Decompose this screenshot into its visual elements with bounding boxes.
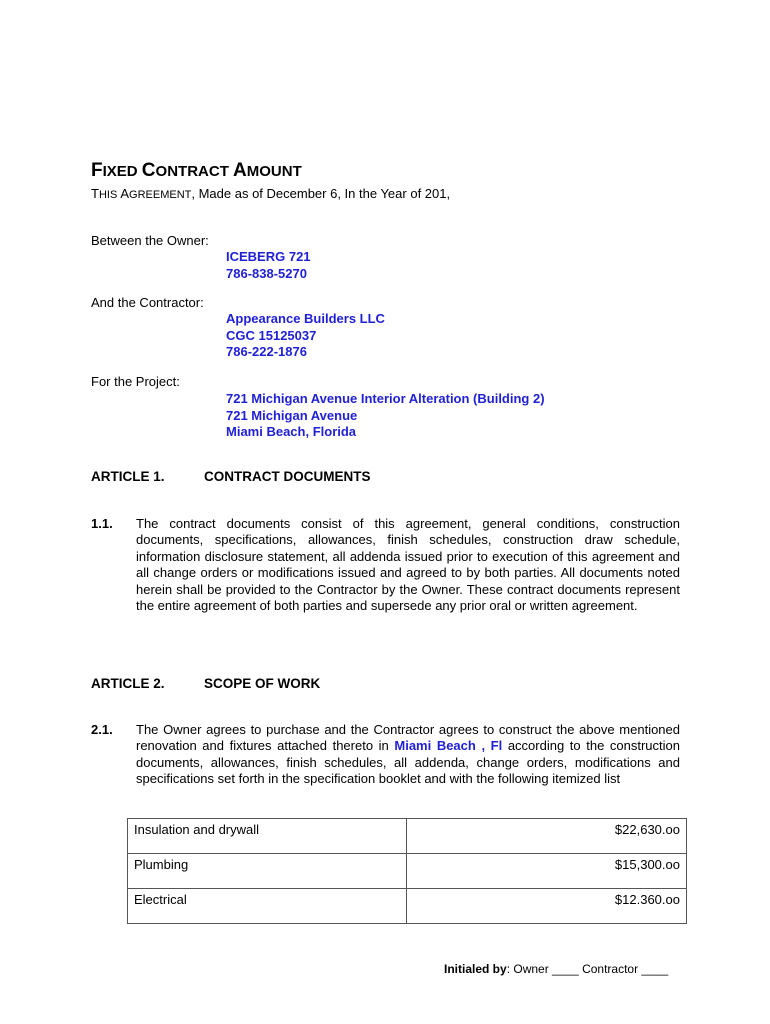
- article-1-heading: [91, 469, 371, 484]
- project-block: [226, 391, 545, 441]
- item-name: Plumbing: [128, 854, 407, 889]
- article-1-number: ARTICLE 1.: [91, 469, 165, 484]
- intro-part: GREEMENT: [129, 189, 192, 201]
- title-part: ONTRACT: [155, 163, 234, 180]
- item-amount: $15,300.oo: [407, 854, 687, 889]
- table-row: [128, 889, 687, 924]
- project-location: Miami Beach , Fl: [394, 738, 503, 754]
- initialed-by-label: Initialed by: [444, 962, 507, 976]
- title-part: MOUNT: [246, 163, 302, 180]
- owner-label: Between the Owner:: [91, 233, 209, 248]
- item-name: Electrical: [128, 889, 407, 924]
- project-label: For the Project:: [91, 374, 180, 389]
- contractor-phone: 786-222-1876: [226, 344, 307, 359]
- item-amount: $12.360.oo: [407, 889, 687, 924]
- intro-part: HIS: [98, 189, 121, 201]
- project-city: Miami Beach, Florida: [226, 424, 357, 439]
- contractor-license: CGC 15125037: [226, 327, 317, 343]
- section-2-1-text: [136, 722, 680, 788]
- initials-lines: : Owner ____ Contractor ____: [506, 962, 669, 976]
- article-1-title: CONTRACT DOCUMENTS: [204, 469, 371, 484]
- section-1-1-text: The contract documents consist of this agreement, general conditions, construction documents, specifications, allowances, finish schedules, construction draw schedule, information disclosure statement, all addenda issued prior to execution of this agreement and all change orders or modifications issued and agreed to by both parties. All documents noted herein shall be provided to the Contractor by the Owner. These contract documents represent the entire agreement of both parties and supersede any prior oral or written agreement.: [136, 516, 680, 614]
- itemized-cost-table: [127, 818, 687, 924]
- title-part: IXED: [102, 163, 142, 180]
- owner-phone: 786-838-5270: [226, 265, 307, 281]
- intro-part: T: [91, 186, 99, 201]
- table-row: [128, 819, 687, 854]
- article-2-number: ARTICLE 2.: [91, 676, 165, 691]
- intro-part: A: [120, 186, 130, 201]
- initials-footer: [444, 962, 668, 976]
- title-part: A: [233, 160, 247, 181]
- article-2-heading: [91, 676, 321, 691]
- title-part: C: [141, 160, 156, 181]
- table-row: [128, 854, 687, 889]
- owner-block: [226, 249, 311, 282]
- project-name: 721 Michigan Avenue Interior Alteration (Building 2): [226, 391, 545, 406]
- agreement-intro: [91, 186, 450, 201]
- contractor-block: [226, 311, 385, 361]
- project-address: 721 Michigan Avenue: [226, 407, 358, 423]
- section-1-1-number: 1.1.: [91, 516, 113, 531]
- item-name: Insulation and drywall: [128, 819, 407, 854]
- contractor-name: Appearance Builders LLC: [226, 311, 385, 326]
- section-2-1-text-part: according to the construction documents, allowances, finish schedules, all addenda, change orders, modifications and specifications set forth in the specification booklet and with the following itemized list: [136, 738, 680, 787]
- item-amount: $22,630.oo: [407, 819, 687, 854]
- document-title: [91, 160, 302, 182]
- intro-part: , Made as of December 6, In the Year of 201,: [191, 186, 451, 201]
- article-2-title: SCOPE OF WORK: [204, 676, 321, 691]
- contractor-label: And the Contractor:: [91, 295, 204, 310]
- section-2-1-number: 2.1.: [91, 722, 113, 737]
- section-2-1-text-part: The Owner agrees to purchase and the Contractor agrees to construct the above mentioned renovation and fixtures attached thereto in: [136, 722, 680, 754]
- title-part: F: [91, 160, 103, 181]
- owner-name: ICEBERG 721: [226, 249, 311, 264]
